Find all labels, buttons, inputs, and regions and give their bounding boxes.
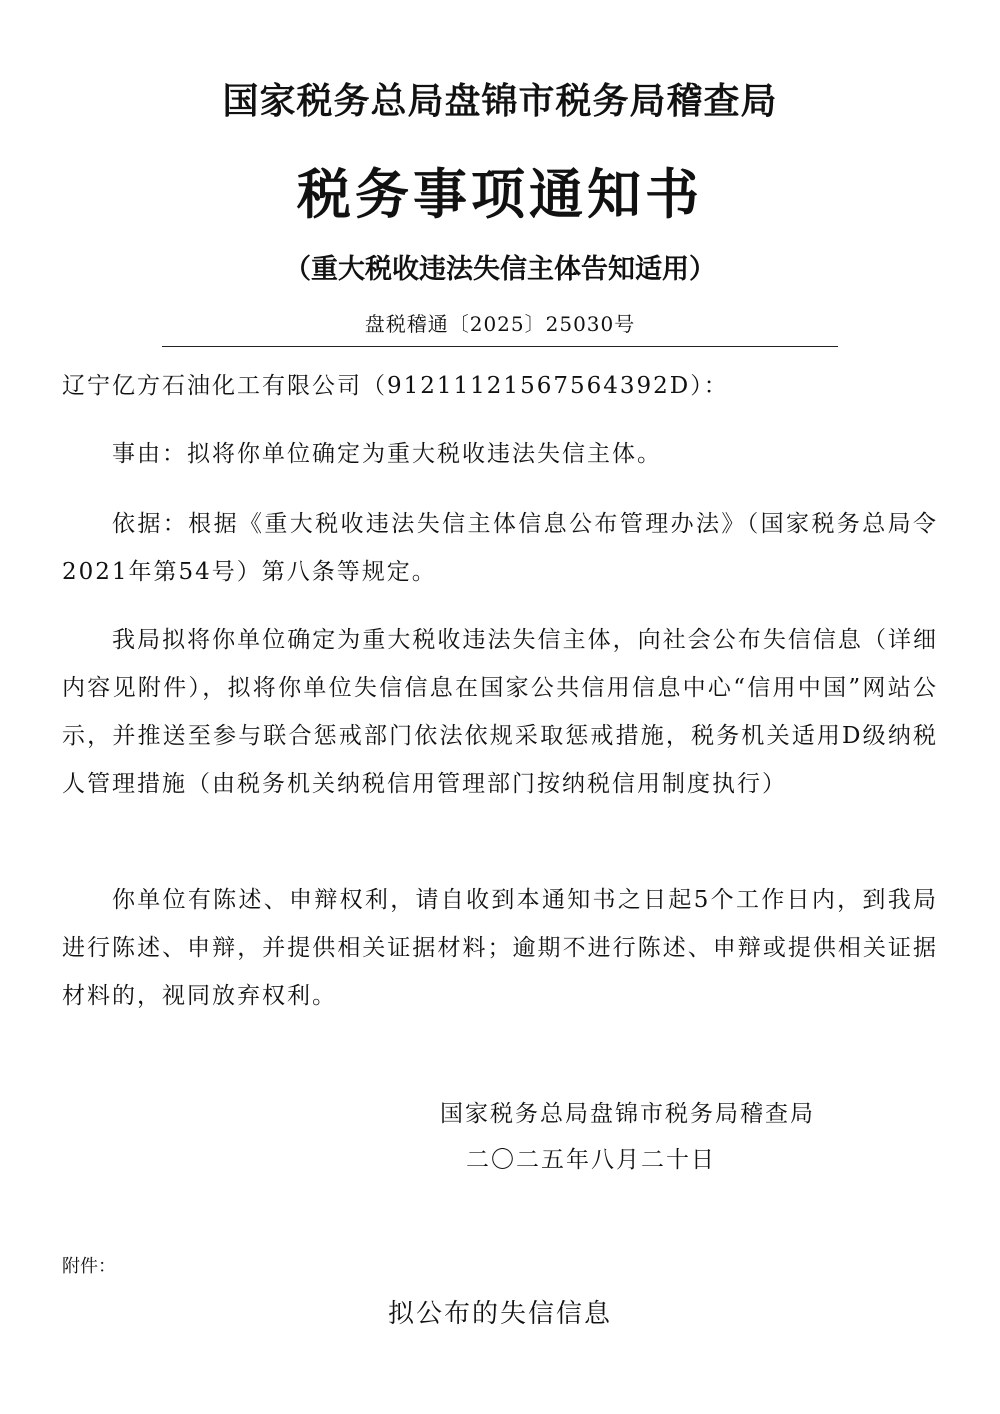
attachment-title: 拟公布的失信信息 [387, 1299, 612, 1329]
agency-title: 国家税务总局盘锦市税务局稽查局 [222, 81, 778, 122]
document-title: 税务事项通知书 [297, 163, 703, 226]
reason-paragraph: 事由：拟将你单位确定为重大税收违法失信主体。 [112, 441, 662, 467]
rights-paragraph: 你单位有陈述、申辩权利，请自收到本通知书之日起5个工作日内，到我局进行陈述、申辩，并提供相关证据材料；逾期不进行陈述、申辩或提供相关证据材料的，视同放弃权利。 [62, 887, 938, 1009]
header-divider [162, 346, 838, 347]
attachment-label: 附件： [62, 1256, 116, 1277]
basis-paragraph: 依据：根据《重大税收违法失信主体信息公布管理办法》（国家税务总局令2021年第54号）第八条等规定。 [62, 511, 938, 585]
issuer-signature: 国家税务总局盘锦市税务局稽查局 [440, 1101, 815, 1127]
document-number: 盘税稽通〔2025〕25030号 [364, 312, 636, 336]
document-subtitle: （重大税收违法失信主体告知适用） [284, 254, 716, 285]
addressee: 辽宁亿方石油化工有限公司（91211121567564392D）： [62, 373, 729, 399]
notice-paragraph: 我局拟将你单位确定为重大税收违法失信主体，向社会公布失信信息（详细内容见附件），拟将你单位失信信息在国家公共信用信息中心“信用中国”网站公示，并推送至参与联合惩戒部门依法依规采取惩戒措施，税务机关适用D级纳税人管理措施（由税务机关纳税信用管理部门按纳税信用制度执行） [62, 627, 938, 797]
issue-date: 二〇二五年八月二十日 [466, 1147, 716, 1173]
